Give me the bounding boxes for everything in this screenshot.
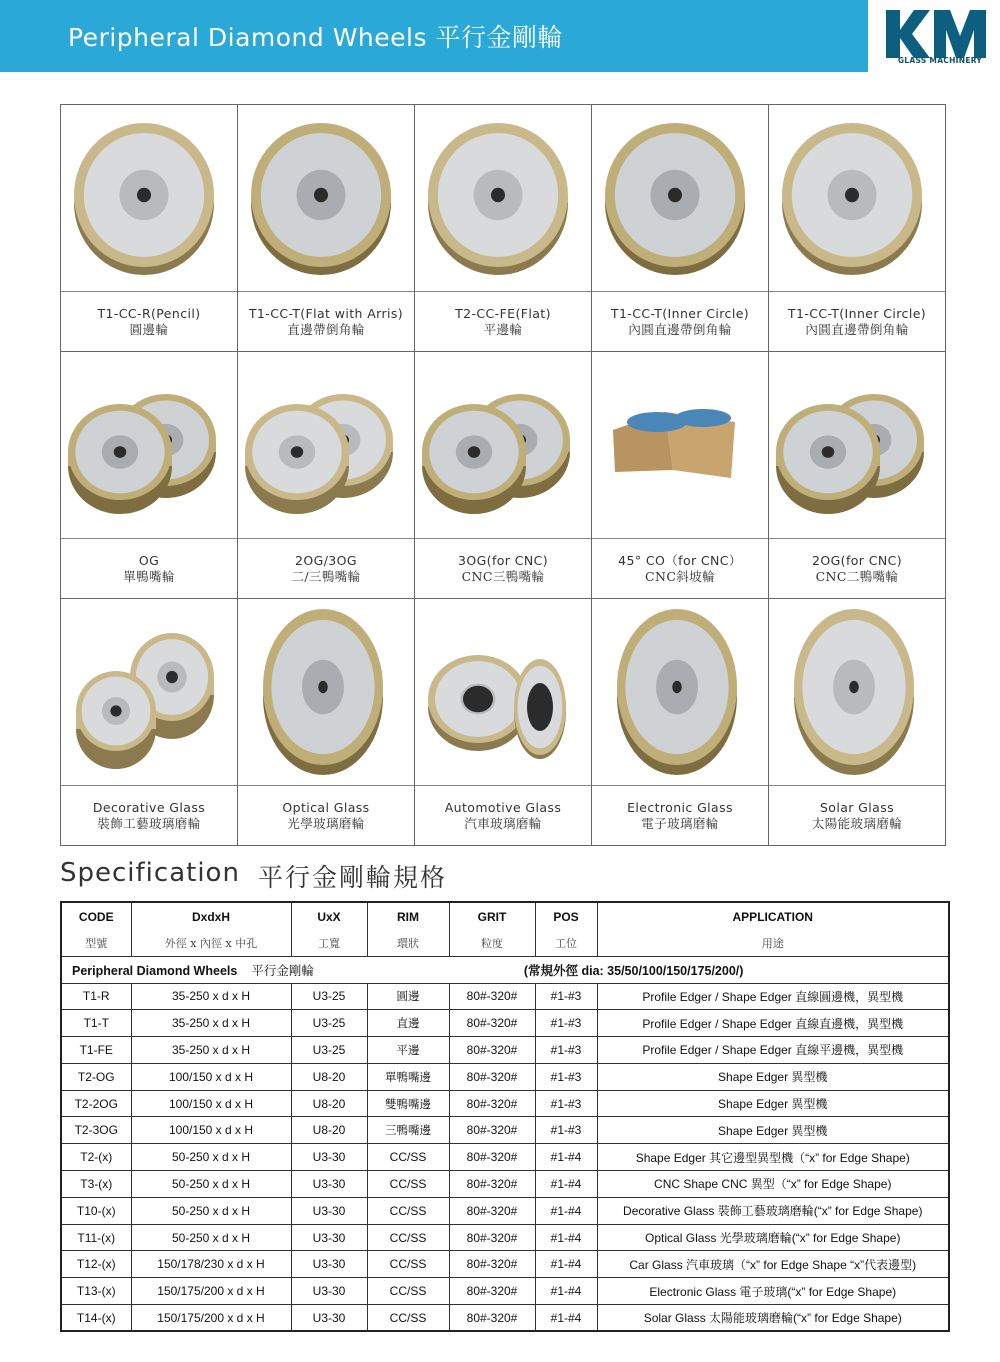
product-caption — [769, 786, 945, 845]
row-dimensions: 50-250 x d x H — [131, 1144, 291, 1171]
header-rim-zh: 環狀 — [367, 930, 449, 956]
wheel-graphic — [418, 113, 588, 283]
product-caption — [61, 292, 237, 351]
row-pos: #1-#3 — [535, 1117, 597, 1144]
row-code: T14-(x) — [61, 1305, 131, 1332]
product-image — [61, 352, 237, 539]
row-uxx: U3-30 — [291, 1278, 367, 1305]
product-name-zh: 二/三鴨嘴輪 — [291, 568, 361, 584]
row-code: T2-OG — [61, 1063, 131, 1090]
table-row — [61, 1224, 949, 1251]
row-application: CNC Shape CNC 異型（“x” for Edge Shape) — [597, 1171, 949, 1198]
row-dimensions: 150/178/230 x d x H — [131, 1251, 291, 1278]
header-application-zh: 用途 — [597, 930, 949, 956]
product-card — [415, 105, 592, 352]
product-name-zh: CNC斜坡輪 — [645, 568, 715, 584]
row-application: Shape Edger 異型機 — [597, 1117, 949, 1144]
product-image — [592, 105, 768, 292]
row-code: T2-3OG — [61, 1117, 131, 1144]
row-code: T12-(x) — [61, 1251, 131, 1278]
row-uxx: U3-30 — [291, 1197, 367, 1224]
product-code: T1-CC-T(Inner Circle) — [610, 305, 750, 321]
row-rim: 雙鴨嘴邊 — [367, 1090, 449, 1117]
spec-header-row — [61, 902, 949, 930]
row-code: T1-T — [61, 1010, 131, 1037]
product-image — [592, 599, 768, 786]
row-grit: 80#-320# — [449, 983, 535, 1010]
row-uxx: U8-20 — [291, 1117, 367, 1144]
row-code: T2-(x) — [61, 1144, 131, 1171]
product-image — [769, 105, 945, 292]
spec-header-row-zh — [61, 930, 949, 956]
product-code: 2OG/3OG — [295, 552, 357, 568]
row-grit: 80#-320# — [449, 1278, 535, 1305]
product-caption — [238, 539, 414, 598]
header-application: APPLICATION — [597, 902, 949, 930]
row-grit: 80#-320# — [449, 1090, 535, 1117]
product-row — [61, 599, 946, 846]
table-row — [61, 983, 949, 1010]
product-caption — [769, 292, 945, 351]
row-code: T2-2OG — [61, 1090, 131, 1117]
row-application: Decorative Glass 裝飾工藝玻璃磨輪(“x” for Edge Shape) — [597, 1197, 949, 1224]
product-card — [238, 352, 415, 599]
wheel-graphic — [418, 360, 588, 530]
product-name-zh: 圓邊輪 — [129, 321, 169, 337]
product-code: T1-CC-T(Inner Circle) — [787, 305, 927, 321]
row-dimensions: 35-250 x d x H — [131, 1037, 291, 1064]
row-grit: 80#-320# — [449, 1224, 535, 1251]
product-row — [61, 352, 946, 599]
row-pos: #1-#4 — [535, 1278, 597, 1305]
group-label: Peripheral Diamond Wheels — [72, 963, 238, 978]
header-uxx: UxX — [291, 902, 367, 930]
row-uxx: U3-30 — [291, 1224, 367, 1251]
row-uxx: U8-20 — [291, 1063, 367, 1090]
product-image — [769, 599, 945, 786]
product-card — [61, 599, 238, 846]
group-cell — [61, 956, 949, 983]
row-rim: 單鴨嘴邊 — [367, 1063, 449, 1090]
spec-title: Specification — [60, 858, 240, 888]
wheel-graphic — [64, 607, 234, 777]
product-image — [238, 105, 414, 292]
spec-group-row — [61, 956, 949, 983]
row-uxx: U3-25 — [291, 1010, 367, 1037]
row-rim: CC/SS — [367, 1197, 449, 1224]
product-caption — [238, 292, 414, 351]
product-card — [592, 105, 769, 352]
wheel-graphic — [772, 360, 942, 530]
row-uxx: U3-30 — [291, 1144, 367, 1171]
product-image — [238, 599, 414, 786]
spec-table — [60, 901, 950, 1332]
product-card — [415, 352, 592, 599]
row-application: Solar Glass 太陽能玻璃磨輪(“x” for Edge Shape) — [597, 1305, 949, 1332]
group-label-zh: 平行金剛輪 — [251, 962, 314, 978]
wheel-graphic — [595, 607, 765, 777]
table-row — [61, 1305, 949, 1332]
product-card — [61, 352, 238, 599]
row-application: Profile Edger / Shape Edger 直線圓邊機，異型機 — [597, 983, 949, 1010]
header-uxx-zh: 工寬 — [291, 930, 367, 956]
product-code: 3OG(for CNC) — [458, 552, 548, 568]
product-image — [769, 352, 945, 539]
row-application: Optical Glass 光學玻璃磨輪(“x” for Edge Shape) — [597, 1224, 949, 1251]
row-dimensions: 100/150 x d x H — [131, 1117, 291, 1144]
product-code: 2OG(for CNC) — [812, 552, 902, 568]
row-rim: CC/SS — [367, 1224, 449, 1251]
product-image — [61, 105, 237, 292]
product-code: 45° CO（for CNC） — [618, 552, 742, 568]
wheel-graphic — [595, 360, 765, 530]
product-name-zh: 直邊帶倒角輪 — [287, 321, 365, 337]
row-pos: #1-#4 — [535, 1224, 597, 1251]
row-rim: CC/SS — [367, 1305, 449, 1332]
product-image — [592, 352, 768, 539]
row-code: T1-FE — [61, 1037, 131, 1064]
product-image — [238, 352, 414, 539]
product-card — [592, 599, 769, 846]
product-name-zh: CNC三鴨嘴輪 — [461, 568, 545, 584]
product-image — [61, 599, 237, 786]
row-dimensions: 50-250 x d x H — [131, 1197, 291, 1224]
product-code: Solar Glass — [819, 799, 895, 815]
row-rim: 直邊 — [367, 1010, 449, 1037]
product-card — [61, 105, 238, 352]
table-row — [61, 1171, 949, 1198]
wheel-graphic — [241, 607, 411, 777]
row-uxx: U3-30 — [291, 1251, 367, 1278]
header-grit: GRIT — [449, 902, 535, 930]
wheel-graphic — [64, 360, 234, 530]
wheel-graphic — [418, 607, 588, 777]
row-grit: 80#-320# — [449, 1010, 535, 1037]
header-pos-zh: 工位 — [535, 930, 597, 956]
header-code-zh: 型號 — [61, 930, 131, 956]
row-dimensions: 50-250 x d x H — [131, 1224, 291, 1251]
row-dimensions: 35-250 x d x H — [131, 983, 291, 1010]
product-name-zh: 光學玻璃磨輪 — [287, 815, 365, 831]
wheel-graphic — [772, 607, 942, 777]
row-code: T3-(x) — [61, 1171, 131, 1198]
row-pos: #1-#3 — [535, 983, 597, 1010]
row-application: Shape Edger 異型機 — [597, 1090, 949, 1117]
row-pos: #1-#3 — [535, 1090, 597, 1117]
product-name-zh: 內圓直邊帶倒角輪 — [805, 321, 909, 337]
row-grit: 80#-320# — [449, 1305, 535, 1332]
product-row — [61, 105, 946, 352]
product-code: OG — [138, 552, 160, 568]
product-caption — [415, 539, 591, 598]
product-caption — [415, 292, 591, 351]
table-row — [61, 1251, 949, 1278]
product-card — [769, 105, 946, 352]
row-grit: 80#-320# — [449, 1063, 535, 1090]
table-row — [61, 1063, 949, 1090]
row-dimensions: 150/175/200 x d x H — [131, 1278, 291, 1305]
row-rim: CC/SS — [367, 1251, 449, 1278]
product-name-zh: 電子玻璃磨輪 — [641, 815, 719, 831]
product-name-zh: 單鴨嘴輪 — [123, 568, 175, 584]
table-row — [61, 1037, 949, 1064]
row-uxx: U3-30 — [291, 1305, 367, 1332]
row-rim: 三鴨嘴邊 — [367, 1117, 449, 1144]
product-card — [238, 105, 415, 352]
product-name-zh: CNC二鴨嘴輪 — [815, 568, 899, 584]
row-application: Car Glass 汽車玻璃（“x” for Edge Shape “x”代表邊型) — [597, 1251, 949, 1278]
product-name-zh: 太陽能玻璃磨輪 — [811, 815, 903, 831]
row-pos: #1-#3 — [535, 1037, 597, 1064]
row-pos: #1-#4 — [535, 1251, 597, 1278]
product-grid — [60, 104, 946, 846]
row-application: Profile Edger / Shape Edger 直線平邊機，異型機 — [597, 1037, 949, 1064]
table-row — [61, 1010, 949, 1037]
product-code: Decorative Glass — [92, 799, 206, 815]
wheel-graphic — [241, 360, 411, 530]
wheel-graphic — [241, 113, 411, 283]
wheel-graphic — [64, 113, 234, 283]
product-image — [415, 352, 591, 539]
product-name-zh: 裝飾工藝玻璃磨輪 — [97, 815, 201, 831]
row-pos: #1-#3 — [535, 1010, 597, 1037]
row-rim: CC/SS — [367, 1144, 449, 1171]
row-uxx: U3-25 — [291, 983, 367, 1010]
row-rim: 圓邊 — [367, 983, 449, 1010]
row-pos: #1-#4 — [535, 1305, 597, 1332]
row-grit: 80#-320# — [449, 1117, 535, 1144]
row-code: T1-R — [61, 983, 131, 1010]
product-caption — [61, 539, 237, 598]
row-application: Shape Edger 其它邊型異型機（“x” for Edge Shape) — [597, 1144, 949, 1171]
product-code: T1-CC-T(Flat with Arris) — [248, 305, 404, 321]
table-row — [61, 1144, 949, 1171]
header-pos: POS — [535, 902, 597, 930]
product-name-zh: 汽車玻璃磨輪 — [464, 815, 542, 831]
row-code: T10-(x) — [61, 1197, 131, 1224]
product-caption — [769, 539, 945, 598]
product-caption — [592, 786, 768, 845]
product-card — [415, 599, 592, 846]
product-name-zh: 內圓直邊帶倒角輪 — [628, 321, 732, 337]
row-dimensions: 50-250 x d x H — [131, 1171, 291, 1198]
row-uxx: U3-30 — [291, 1171, 367, 1198]
product-caption — [61, 786, 237, 845]
row-rim: 平邊 — [367, 1037, 449, 1064]
row-rim: CC/SS — [367, 1278, 449, 1305]
product-code: T1-CC-R(Pencil) — [97, 305, 201, 321]
row-pos: #1-#3 — [535, 1063, 597, 1090]
row-grit: 80#-320# — [449, 1251, 535, 1278]
product-caption — [592, 539, 768, 598]
product-card — [769, 352, 946, 599]
row-grit: 80#-320# — [449, 1144, 535, 1171]
header-dimensions: DxdxH — [131, 902, 291, 930]
product-code: Automotive Glass — [444, 799, 562, 815]
header-code: CODE — [61, 902, 131, 930]
product-code: Electronic Glass — [627, 799, 733, 815]
header-dimensions-zh: 外徑 x 內徑 x 中孔 — [131, 930, 291, 956]
row-dimensions: 35-250 x d x H — [131, 1010, 291, 1037]
row-grit: 80#-320# — [449, 1197, 535, 1224]
product-caption — [415, 786, 591, 845]
spec-title-zh: 平行金剛輪規格 — [258, 863, 448, 892]
product-code: Optical Glass — [282, 799, 370, 815]
product-card — [592, 352, 769, 599]
row-application: Profile Edger / Shape Edger 直線直邊機，異型機 — [597, 1010, 949, 1037]
product-code: T2-CC-FE(Flat) — [455, 305, 551, 321]
wheel-graphic — [595, 113, 765, 283]
table-row — [61, 1117, 949, 1144]
product-card — [769, 599, 946, 846]
row-pos: #1-#4 — [535, 1171, 597, 1198]
wheel-graphic — [772, 113, 942, 283]
row-code: T13-(x) — [61, 1278, 131, 1305]
row-pos: #1-#4 — [535, 1197, 597, 1224]
row-uxx: U8-20 — [291, 1090, 367, 1117]
row-dimensions: 100/150 x d x H — [131, 1090, 291, 1117]
header-rim: RIM — [367, 902, 449, 930]
product-name-zh: 平邊輪 — [483, 321, 523, 337]
row-application: Shape Edger 異型機 — [597, 1063, 949, 1090]
row-application: Electronic Glass 電子玻璃(“x” for Edge Shape) — [597, 1278, 949, 1305]
header-grit-zh: 粒度 — [449, 930, 535, 956]
product-card — [238, 599, 415, 846]
group-note: (常規外徑 dia: 35/50/100/150/175/200/) — [523, 963, 744, 978]
row-code: T11-(x) — [61, 1224, 131, 1251]
product-caption — [238, 786, 414, 845]
row-grit: 80#-320# — [449, 1171, 535, 1198]
row-dimensions: 100/150 x d x H — [131, 1063, 291, 1090]
row-grit: 80#-320# — [449, 1037, 535, 1064]
row-uxx: U3-25 — [291, 1037, 367, 1064]
table-row — [61, 1090, 949, 1117]
product-caption — [592, 292, 768, 351]
table-row — [61, 1197, 949, 1224]
logo-tagline: GLASS MACHINERY — [897, 56, 983, 65]
row-dimensions: 150/175/200 x d x H — [131, 1305, 291, 1332]
row-pos: #1-#4 — [535, 1144, 597, 1171]
product-image — [415, 105, 591, 292]
product-image — [415, 599, 591, 786]
table-row — [61, 1278, 949, 1305]
row-rim: CC/SS — [367, 1171, 449, 1198]
page-title: Peripheral Diamond Wheels 平行金剛輪 — [68, 23, 563, 52]
